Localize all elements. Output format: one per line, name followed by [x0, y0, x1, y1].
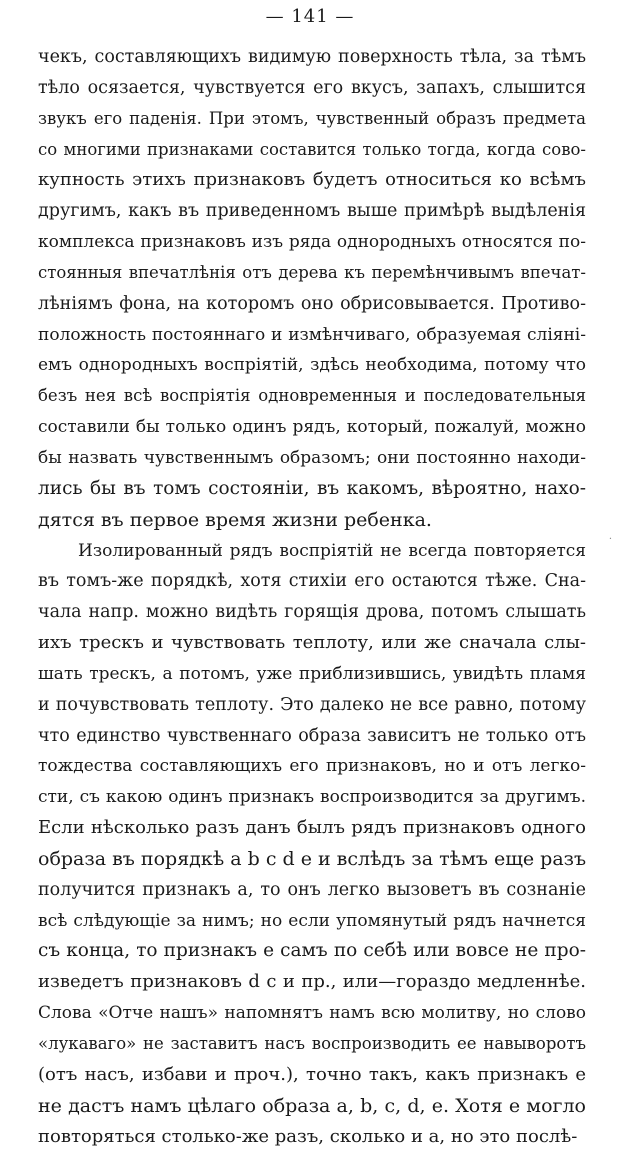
- text-line: тождества составляющихъ его признаковъ, но и отъ легко-: [38, 756, 586, 777]
- text-line: получится признакъ a, то онъ легко вызоветъ въ сознаніе: [38, 879, 586, 900]
- text-line: Слова «Отче нашъ» напомнятъ намъ всю молитву, но слово: [38, 1003, 586, 1024]
- text-line: со многими признаками составится только тогда, когда сово-: [38, 139, 586, 159]
- text-line: дятся въ первое время жизни ребенка.: [38, 508, 432, 531]
- text-line: и почувствовать теплоту. Это далеко не все равно, потому: [38, 694, 586, 715]
- text-line: лись бы въ томъ состояніи, въ какомъ, вѣроятно, нахо-: [38, 477, 586, 499]
- body-text: [38, 42, 586, 1152]
- text-line: звукъ его паденія. При этомъ, чувственный образъ предмета: [38, 108, 586, 128]
- text-line: составили бы только одинъ рядъ, который, пожалуй, можно: [38, 417, 586, 438]
- text-line: «лукаваго» не заставитъ насъ воспроизводить ее навыворотъ: [38, 1034, 586, 1053]
- margin-speck: ·: [608, 534, 612, 545]
- text-line: купность этихъ признаковъ будетъ относиться ко всѣмъ: [38, 169, 586, 191]
- text-line: положность постояннаго и измѣнчиваго, образуемая сліяні-: [38, 324, 586, 345]
- text-line: повторяться столько-же разъ, сколько и a, но это послѣ-: [38, 1125, 578, 1147]
- text-line: Если нѣсколько разъ данъ былъ рядъ признаковъ одного: [38, 817, 586, 839]
- text-line: всѣ слѣдующіе за нимъ; но если упомянутый рядъ начнется: [38, 910, 586, 931]
- text-line: стоянныя впечатлѣнія отъ дерева къ перемѣнчивымъ впечат-: [38, 262, 586, 282]
- text-line: не дастъ намъ цѣлаго образа a, b, c, d, e. Хотя e могло: [38, 1094, 586, 1117]
- text-line: шать трескъ, а потомъ, уже приблизившись, увидѣть пламя: [38, 663, 586, 684]
- text-line: емъ однородныхъ воспріятій, здѣсь необходима, потому что: [38, 355, 586, 376]
- text-line: (отъ насъ, избави и проч.), точно такъ, какъ признакъ e: [38, 1063, 586, 1085]
- text-line: въ томъ-же порядкѣ, хотя стихіи его остаются тѣже. Сна-: [38, 571, 586, 592]
- text-line: другимъ, какъ въ приведенномъ выше примѣрѣ выдѣленія: [38, 201, 586, 222]
- text-line: комплекса признаковъ изъ ряда однородныхъ относятся по-: [38, 232, 586, 253]
- text-line: Изолированный рядъ воспріятій не всегда повторяется: [78, 540, 586, 561]
- text-line: что единство чувственнаго образа зависитъ не только отъ: [38, 725, 586, 746]
- text-line: бы назвать чувственнымъ образомъ; они постоянно находи-: [38, 447, 586, 468]
- text-line: чекъ, составляющихъ видимую поверхность тѣла, за тѣмъ: [38, 47, 586, 67]
- text-line: сти, съ какою одинъ признакъ воспроизводится за другимъ.: [38, 787, 586, 808]
- text-line: изведетъ признаковъ d c и пр., или—гораздо медленнѣе.: [38, 971, 586, 993]
- text-line: лѣніямъ фона, на которомъ оно обрисовывается. Противо-: [38, 293, 586, 314]
- text-line: чала напр. можно видѣть горящія дрова, потомъ слышать: [38, 602, 586, 623]
- text-line: съ конца, то признакъ e самъ по себѣ или вовсе не про-: [38, 940, 586, 962]
- text-line: ихъ трескъ и чувствовать теплоту, или же сначала слы-: [38, 632, 586, 654]
- page-number: — 141 —: [265, 6, 355, 27]
- text-line: образа въ порядкѣ a b c d e и вслѣдъ за тѣмъ еще разъ: [38, 847, 586, 870]
- text-line: тѣло осязается, чувствуется его вкусъ, запахъ, слышится: [38, 77, 586, 98]
- text-line: безъ нея всѣ воспріятія одновременныя и последовательныя: [38, 386, 586, 406]
